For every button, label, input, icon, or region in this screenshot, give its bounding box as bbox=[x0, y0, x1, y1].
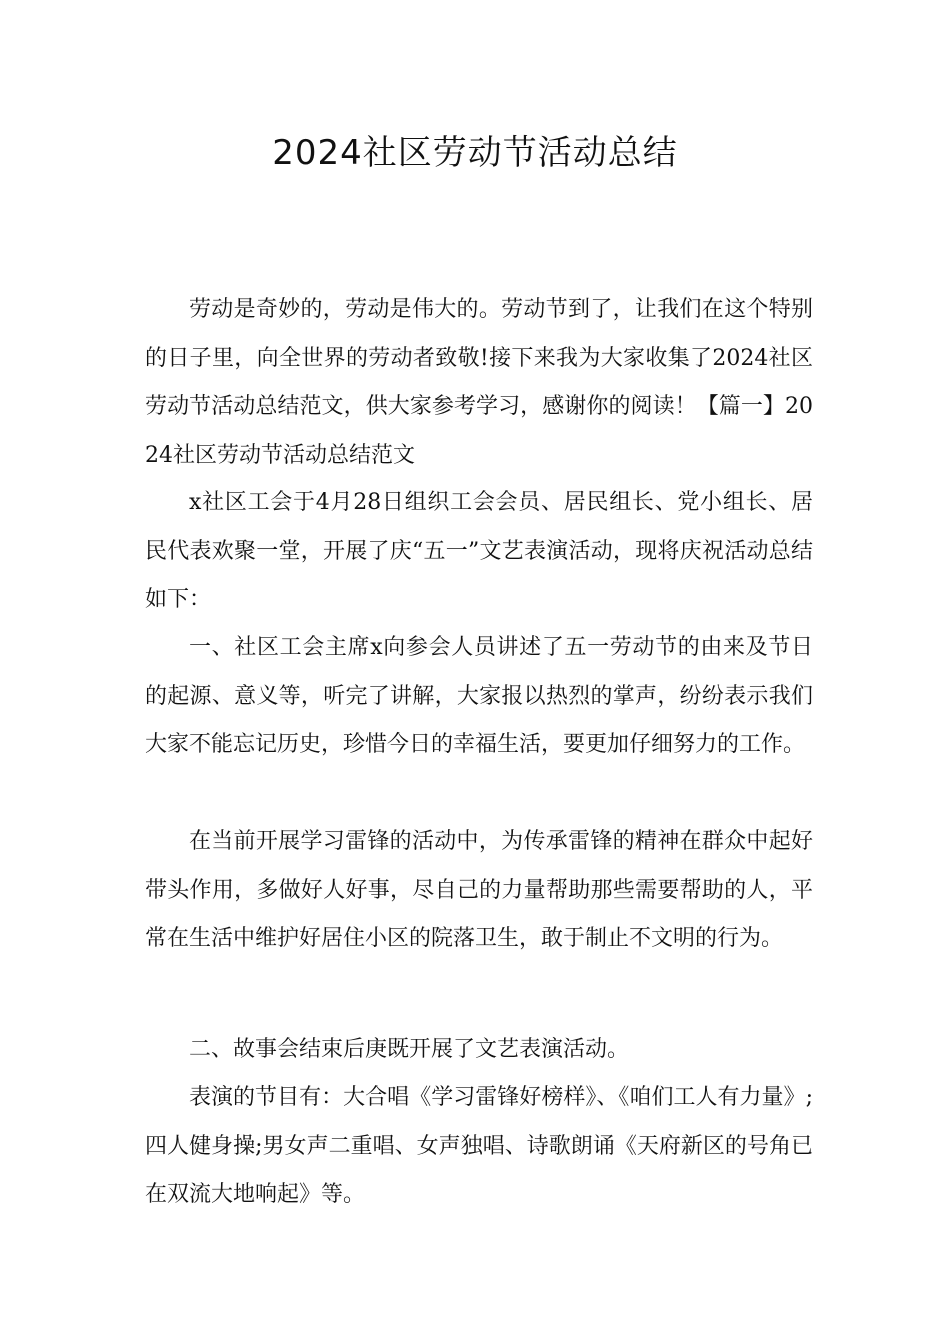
paragraph-programs: 表演的节目有：大合唱《学习雷锋好榜样》、《咱们工人有力量》;四人健身操;男女声二重唱、女声独唱、诗歌朗诵《天府新区的号角已在双流大地响起》等。 bbox=[145, 1085, 813, 1207]
paragraph-intro: 劳动是奇妙的，劳动是伟大的。劳动节到了，让我们在这个特别的日子里，向全世界的劳动者致敬!接下来我为大家收集了2024社区劳动节活动总结范文，供大家参考学习，感谢你的阅读！【篇一】2024社区劳动节活动总结范文 bbox=[145, 297, 813, 468]
paragraph-event-summary: x社区工会于4月28日组织工会会员、居民组长、党小组长、居民代表欢聚一堂，开展了庆“五一”文艺表演活动，现将庆祝活动总结如下： bbox=[145, 490, 813, 612]
paragraph-section-two: 二、故事会结束后庚既开展了文艺表演活动。 bbox=[189, 1037, 630, 1062]
paragraph-section-one: 一、社区工会主席x向参会人员讲述了五一劳动节的由来及节日的起源、意义等，听完了讲解，大家报以热烈的掌声，纷纷表示我们大家不能忘记历史，珍惜今日的幸福生活，要更加仔细努力的工作。 bbox=[145, 635, 813, 757]
document-title: 2024社区劳动节活动总结 bbox=[272, 133, 678, 173]
paragraph-lei-feng: 在当前开展学习雷锋的活动中，为传承雷锋的精神在群众中起好带头作用，多做好人好事，尽自己的力量帮助那些需要帮助的人，平常在生活中维护好居住小区的院落卫生，敢于制止不文明的行为。 bbox=[145, 829, 813, 951]
